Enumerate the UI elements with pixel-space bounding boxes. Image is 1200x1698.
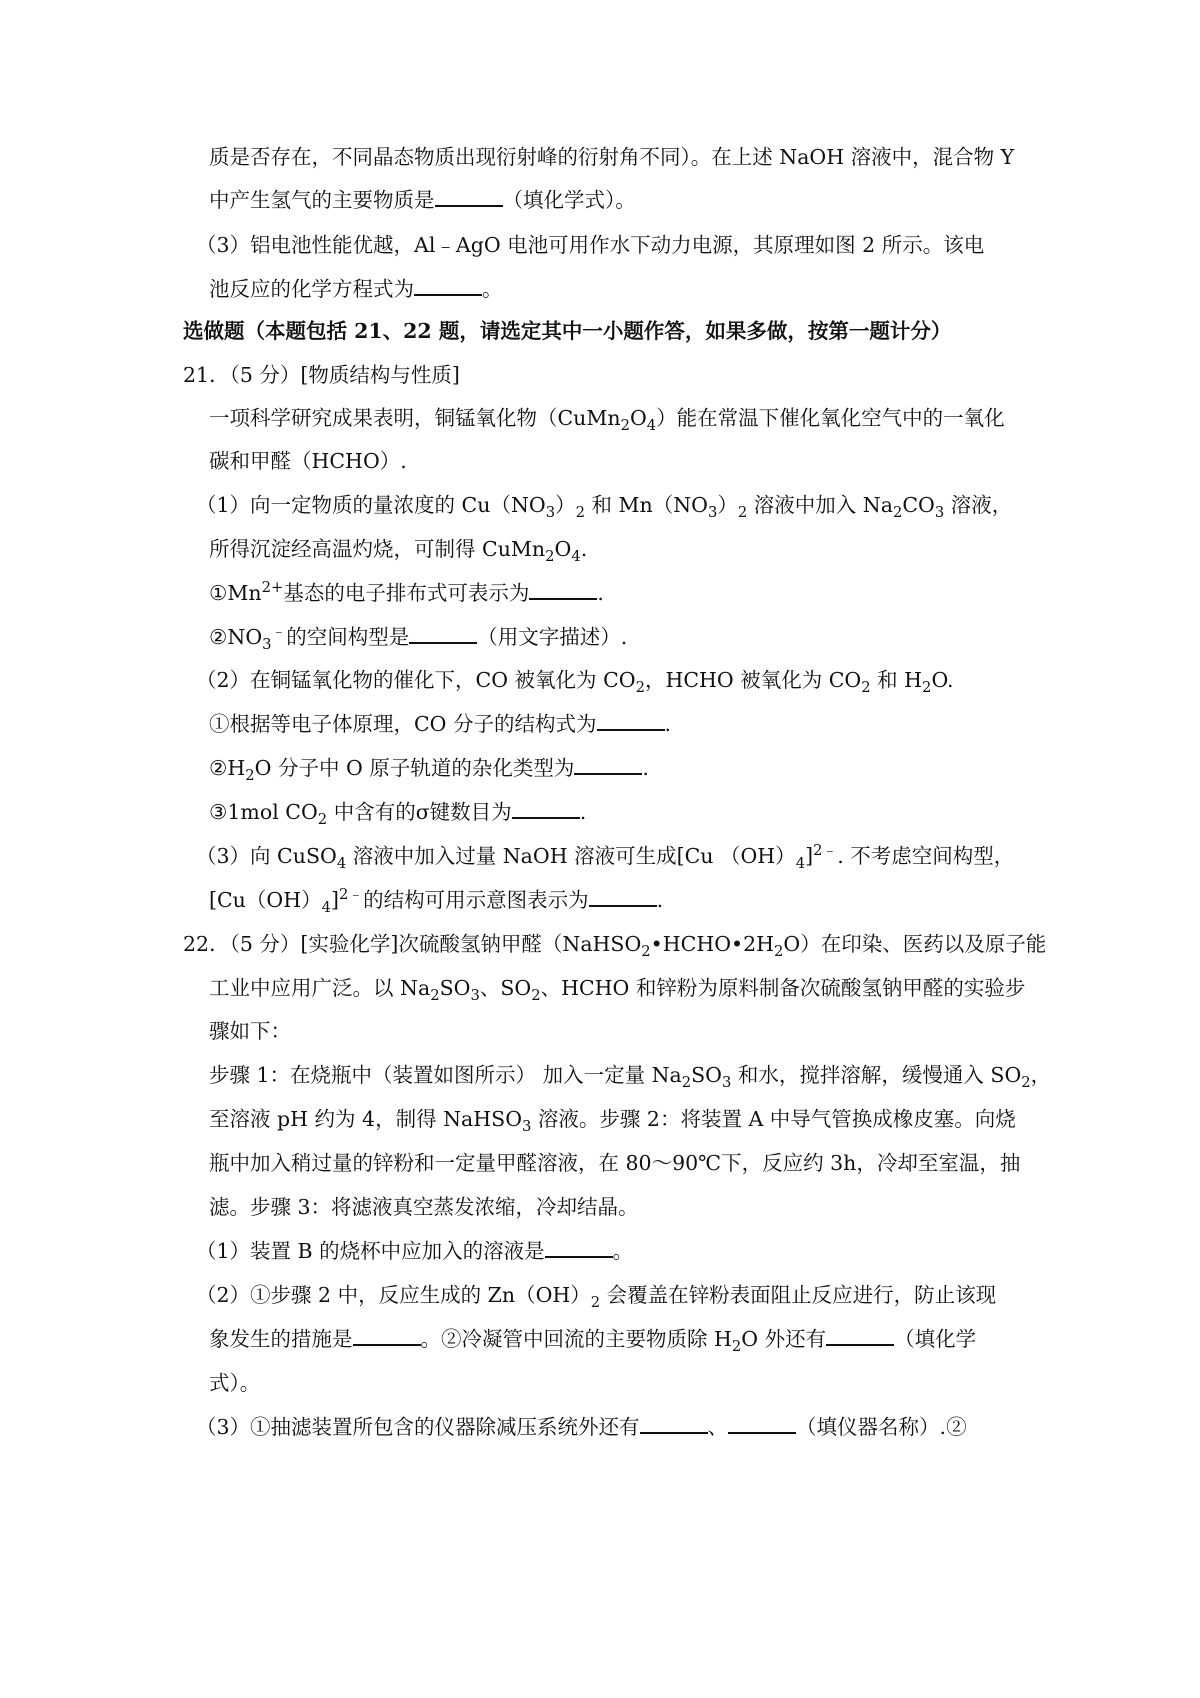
answer-blank[interactable] — [512, 799, 580, 819]
text-line: $①Mn^{2+}$基态的电子排布式可表示为 . — [209, 579, 604, 605]
text-line: 瓶中加入稍过量的锌粉和一定量甲醛溶液，在 80～90℃下，反应约 3h，冷却至室温，抽 — [209, 1151, 1021, 1175]
question-part-3: （3）铝电池性能优越，Al﹣AgO 电池可用作水下动力电源，其原理如图 2 所示。该电 — [196, 233, 985, 257]
question-22-part-1: （1）装置 B 的烧杯中应加入的溶液是 。 — [196, 1239, 634, 1263]
text-line: 象发生的措施是 。②冷凝管中回流的主要物质除 $H_2O$ 外还有 （填化学 — [209, 1327, 977, 1356]
text-line: 中产生氢气的主要物质是 （填化学式）。 — [209, 188, 636, 212]
text-line: 一项科学研究成果表明，铜锰氧化物$(CuMn_2O_4)$能在常温下催化氧化空气中的一氧化 — [209, 406, 1005, 435]
section-heading: 选做题（本题包括 21、22 题，请选定其中一小题作答，如果多做，按第一题计分） — [183, 319, 952, 343]
text-line: $[Cu(OH)_4]^{2﹣}$的结构可用示意图表示为 . — [209, 886, 664, 917]
text-line: $②H_2O$ 分子中 O 原子轨道的杂化类型为 . — [209, 756, 649, 785]
answer-blank[interactable] — [529, 580, 597, 600]
text-line: 质是否存在，不同晶态物质出现衍射峰的衍射角不同）。在上述 NaOH 溶液中，混合物 Y — [209, 145, 1015, 169]
answer-blank[interactable] — [826, 1326, 894, 1346]
text-line: ③1mol $CO_2$ 中含有的σ键数目为 . — [209, 800, 587, 829]
text-line: 式）。 — [209, 1371, 261, 1395]
text-line: ①根据等电子体原理，CO 分子的结构式为 . — [209, 712, 672, 736]
answer-blank[interactable] — [640, 1414, 708, 1434]
text-line: 碳和甲醛（HCHO）. — [209, 449, 407, 473]
answer-blank[interactable] — [728, 1414, 796, 1434]
answer-blank[interactable] — [545, 1238, 613, 1258]
question-22-heading: 22．（5 分）[实验化学]次硫酸氢钠甲醛$(NaHSO_2•HCHO•2H_2O)$在印染、医药以及原子能 — [183, 932, 1047, 961]
question-21-part-3: （3）向 CuSO$_4$ 溶液中加入过量 NaOH 溶液可生成[Cu $(OH)_4]^{2﹣}$. 不考虑空间构型， — [196, 842, 1015, 873]
answer-blank[interactable] — [574, 755, 642, 775]
text-line: 骤如下： — [209, 1019, 291, 1043]
answer-blank[interactable] — [353, 1326, 421, 1346]
text-line: 所得沉淀经高温灼烧，可制得 $CuMn_2O_4$. — [209, 537, 588, 566]
question-21-part-1: （1）向一定物质的量浓度的 $Cu(NO_3)_2$ 和 $Mn(NO_3)_2$ 溶液中加入 $Na_2CO_3$ 溶液， — [196, 493, 1013, 522]
answer-blank[interactable] — [414, 276, 482, 296]
question-21-heading: 21．（5 分）[物质结构与性质] — [183, 363, 460, 387]
question-21-part-2: （2）在铜锰氧化物的催化下，CO 被氧化为 $CO_2$，HCHO 被氧化为 $CO_2$ 和 $H_2O$. — [196, 668, 954, 697]
text-line: 滤。步骤 3：将滤液真空蒸发浓缩，冷却结晶。 — [209, 1195, 639, 1219]
text-line: 池反应的化学方程式为 。 — [209, 277, 503, 301]
text-line: 至溶液 pH 约为 4，制得 NaHSO$_3$ 溶液。步骤 2：将装置 A 中导气管换成橡皮塞。向烧 — [209, 1107, 1016, 1136]
text-line: 步骤 1：在烧瓶中（装置如图所示） 加入一定量 $Na_2SO_3$ 和水，搅拌溶解，缓慢通入 $SO_2$， — [209, 1063, 1052, 1092]
text-line: $②NO_3^﹣$的空间构型是 （用文字描述）. — [209, 623, 628, 654]
question-22-part-3: （3）①抽滤装置所包含的仪器除减压系统外还有 、 （填仪器名称）.② — [196, 1415, 967, 1439]
answer-blank[interactable] — [409, 624, 477, 644]
answer-blank[interactable] — [589, 887, 657, 907]
question-22-part-2: （2）①步骤 2 中，反应生成的 $Zn(OH)_2$ 会覆盖在锌粉表面阻止反应进行，防止该现 — [196, 1283, 997, 1312]
text-line: 工业中应用广泛。以 $Na_2SO_3$、$SO_2$、HCHO 和锌粉为原料制备次硫酸氢钠甲醛的实验步 — [209, 976, 1026, 1005]
answer-blank[interactable] — [597, 711, 665, 731]
answer-blank[interactable] — [435, 187, 503, 207]
